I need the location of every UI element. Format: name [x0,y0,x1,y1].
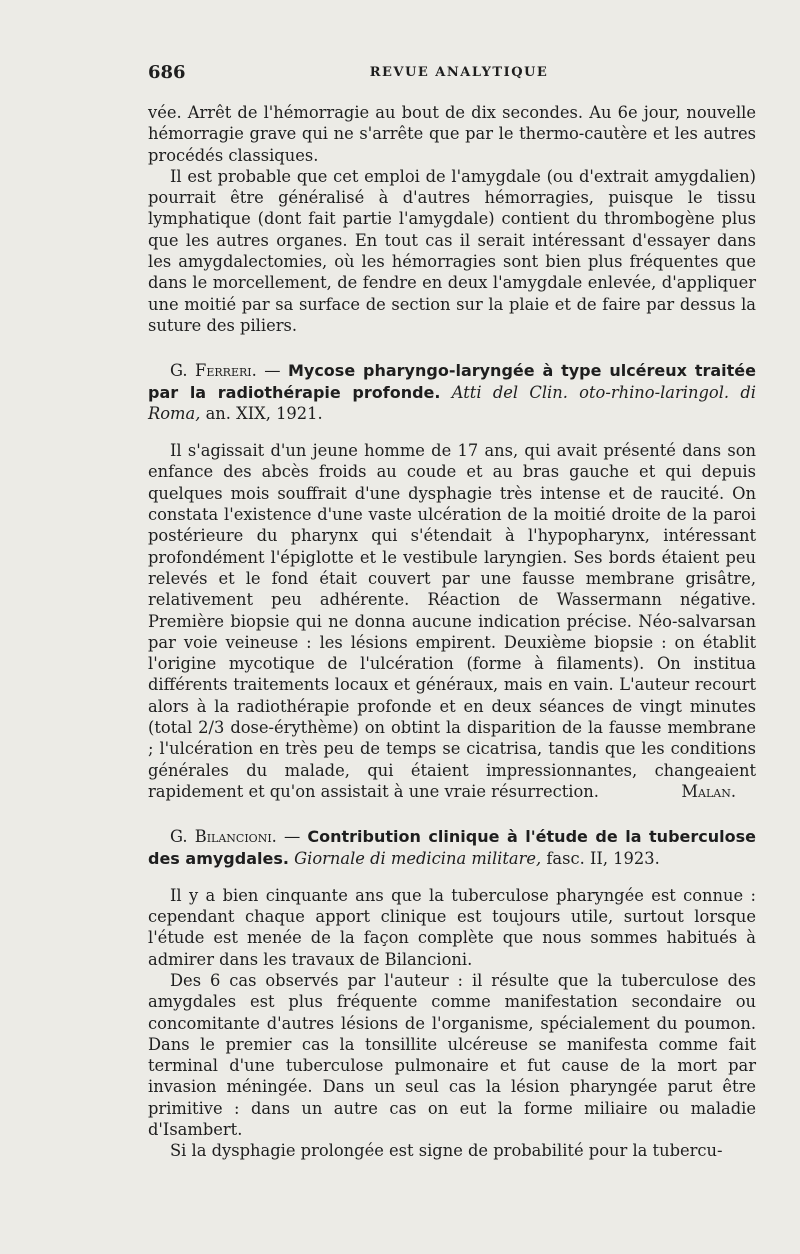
continuation-paragraph: vée. Arrêt de l'hémorragie au bout de dix secondes. Au 6e jour, nouvelle hémorragie grave qui ne s'arrête que par le thermo-cautère et les autres procédés classiques. [148,103,756,165]
article-title: Contribution clinique à l'étude de la tuberculose des amygdales. [148,827,756,868]
article-title: Mycose pharyngo-laryngée à type ulcéreux traitée par la radiothérapie profonde. [148,361,757,402]
paragraph: Il y a bien cinquante ans que la tuberculose pharyngée est connue : cependant chaque apport clinique est toujours utile, surtout lorsque l'étude est menée de la façon complète que nous sommes habitués à admirer dans les travaux de Bilancioni. [148,885,756,969]
page-body [148,102,756,1162]
article-journal: Atti del Clin. oto-rhino-laringol. di Roma, [148,382,756,423]
page-header [148,62,750,90]
article-journal: Giornale di medicina militare, [288,848,542,868]
heading-dash: — [256,361,288,381]
running-title: REVUE ANALYTIQUE [369,65,549,80]
article-author: G. Bilancioni. [170,827,277,847]
article-details: an. XIX, 1921. [200,403,323,423]
paragraph: Des 6 cas observés par l'auteur : il résulte que la tuberculose des amygdales est plus fréquente comme manifestation secondaire ou concomitante d'autres lésions de l'organisme, spécialement du poumon. Dans le premier cas la tonsillite ulcéreuse se manifesta comme fait terminal d'une tuberculose pulmonaire et fut cause de la mort par invasion méningée. Dans un seul cas la lésion pharyngée parut être primitive : dans un autre cas on eut la forme miliaire ou maladie d'Isambert. [148,970,756,1140]
signature: Malan. [681,781,736,801]
article-heading-ferreri [148,360,756,424]
article-heading-bilancioni [148,826,756,869]
article-details: fasc. II, 1923. [541,848,660,868]
heading-dash: — [276,827,308,847]
article-body: Il s'agissait d'un jeune homme de 17 ans, qui avait présenté dans son enfance des abcès froids au coude et au bras gauche et qui depuis quelques mois souffrait d'une dysphagie très intense et de raucité. On constata l'existence d'une vaste ulcération de la moitié droite de la paroi postérieure du pharynx qui s'étendait à l'hypopharynx, intéressant profondément l'épiglotte et le vestibule laryngien. Ses bords étaient peu relevés et le fond était couvert par une fausse membrane grisâtre, relativement peu adhérente. Réaction de Wassermann négative. Première biopsie qui ne donna aucune indication précise. Néo-salvarsan par voie veineuse : les lésions empirent. Deuxième biopsie : on établit l'origine mycotique de l'ulcération (forme à filaments). On institua différents traitements locaux et généraux, mais en vain. L'auteur recourt alors à la radiothérapie profonde et en deux séances de vingt minutes (total 2/3 dose-érythème) on obtint la disparition de la fausse membrane ; l'ulcération en très peu de temps se cicatrisa, tandis que les conditions générales du malade, qui étaient impressionnantes, changeaient rapidement et qu'on assistait à une vraie résurrection. [148,441,756,801]
paragraph: Si la dysphagie prolongée est signe de probabilité pour la tubercu- [170,1141,723,1161]
paragraph: Il est probable que cet emploi de l'amygdale (ou d'extrait amygdalien) pourrait être généralisé à d'autres hémorragies, puisque le tissu lymphatique (dont fait partie l'amygdale) contient du thrombogène plus que les autres organes. En tout cas il serait intéressant d'essayer dans les amygdalectomies, où les hémorragies sont bien plus fréquentes que dans le morcellement, de fendre en deux l'amygdale enlevée, d'appliquer une moitié par sa surface de section sur la plaie et de faire par dessus la suture des piliers. [148,166,756,335]
article-author: G. Ferreri. [170,361,257,381]
page-number: 686 [148,62,186,83]
